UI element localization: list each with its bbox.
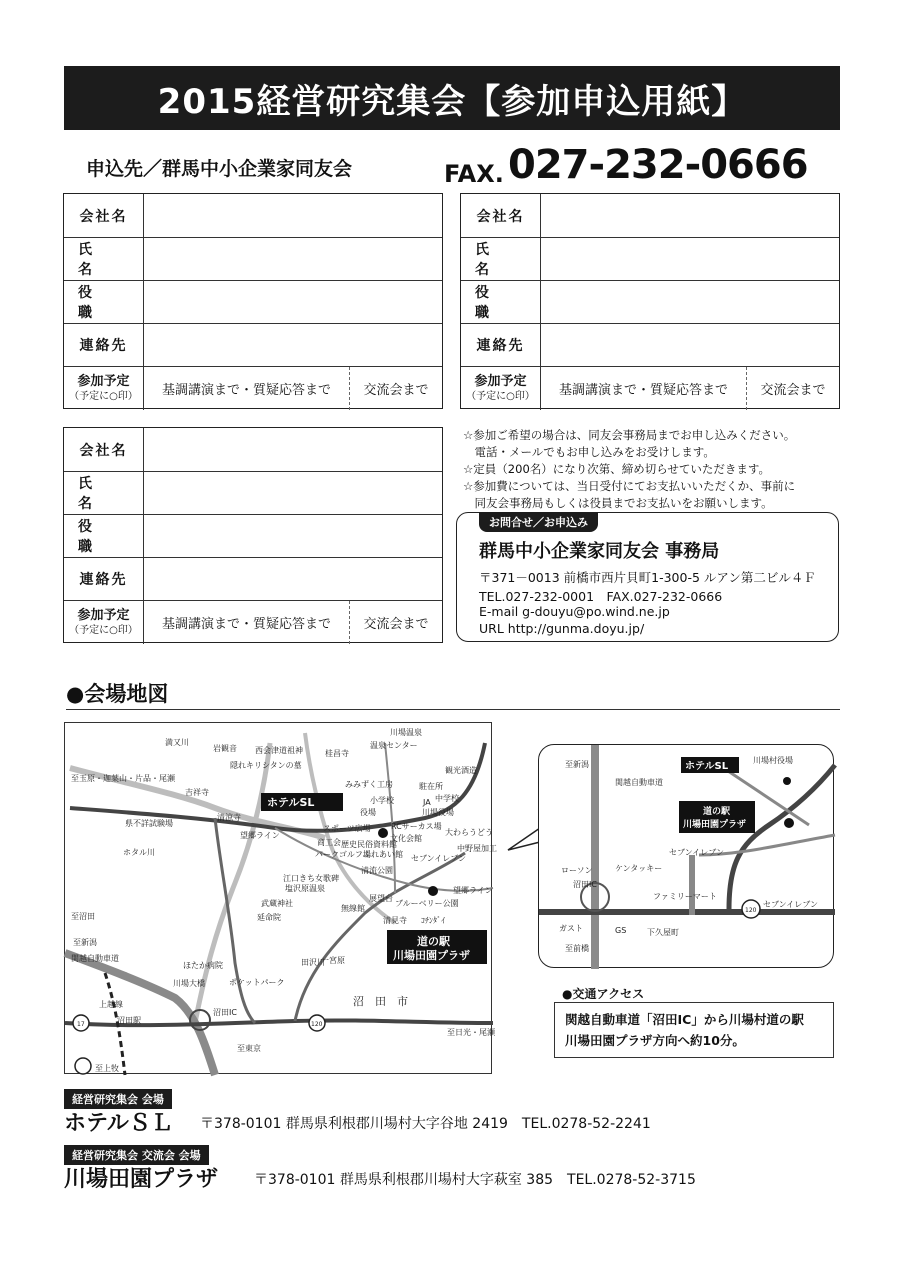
label-numata-kyo: 沼田駅 <box>117 1016 141 1025</box>
name-row <box>64 472 442 515</box>
note-line: ☆定員（200名）になり次第、締め切らせていただきます。 <box>463 462 770 476</box>
venue-1-badge: 経営研究集会 会場 <box>64 1089 172 1109</box>
name-field[interactable] <box>144 238 442 280</box>
label-blue: ブルーベリー公園 <box>395 899 459 908</box>
access-line-2: 川場田園プラザ方向へ約10分。 <box>565 1033 745 1048</box>
label-tenbo: 展望台 <box>369 894 393 903</box>
plan-label-text: 参加予定 <box>77 373 130 389</box>
label-kakure: 隠れキリシタンの墓 <box>230 761 302 770</box>
label-seven: セブンイレブン <box>411 854 466 863</box>
access-box <box>554 1002 834 1058</box>
plan-option-social[interactable]: 交流会まで <box>746 367 839 410</box>
plan-row <box>461 367 839 410</box>
contact-org: 群馬中小企業家同友会 事務局 <box>479 541 720 562</box>
contact-row <box>64 558 442 601</box>
label-shiozawa: 塩沢原温泉 <box>285 884 325 893</box>
label-to-nikko: 至日光・尾瀬 <box>447 1028 495 1037</box>
company-field[interactable] <box>144 194 442 237</box>
contact-row <box>461 324 839 367</box>
label-minkamu: 歴史民俗資料館 <box>341 840 397 849</box>
inset-label-hotel: ホテルSL <box>685 761 729 772</box>
label-route-east: 至玉原・迦葉山・片品・尾瀬 <box>71 774 175 783</box>
inset-label-route-120: 120 <box>745 907 757 914</box>
label-chuzaisho: 駐在所 <box>419 782 443 791</box>
application-form-3 <box>63 427 443 643</box>
access-title: ●交通アクセス <box>562 987 645 1001</box>
venue-map <box>64 722 497 1074</box>
label-to-kamimoku: 至上牧 <box>95 1064 119 1073</box>
label-kawaba-onsen: 川場温泉 <box>390 728 422 737</box>
inset-label-family: ファミリーマート <box>653 892 717 901</box>
label-enmei: 延命院 <box>257 913 281 922</box>
company-label: 会社名 <box>64 194 144 237</box>
name-label: 氏 名 <box>64 472 144 514</box>
label-to-numata: 至沼田 <box>71 912 95 921</box>
inset-label-to-maebashi: 至前橋 <box>565 944 589 953</box>
venue-1-address: 〒378-0101 群馬県利根郡川場村大字谷地 2419 TEL.0278-52-2241 <box>200 1116 651 1132</box>
label-kannetsu: 関越自動車道 <box>71 954 119 963</box>
label-kawaba-denen: 川場田園プラザ <box>393 949 470 962</box>
bubble-tail <box>506 820 542 864</box>
inset-label-kannetsu: 関越自動車道 <box>615 778 663 787</box>
venue-1-name: ホテルＳＬ <box>64 1111 173 1136</box>
application-form-2 <box>460 193 840 409</box>
road <box>539 909 835 915</box>
label-shogakko: 小学校 <box>370 796 394 805</box>
plan-option-keynote[interactable]: 基調講演まで・質疑応答まで <box>558 383 728 398</box>
label-seiryu-koen: 清流公園 <box>361 866 393 875</box>
fax-number: 027-232-0666 <box>508 142 808 188</box>
highway <box>591 745 599 969</box>
label-numata-ic: 沼田IC <box>213 1008 237 1017</box>
detail-map-svg <box>539 745 835 969</box>
plan-note: （予定に○印） <box>466 390 535 402</box>
label-hotaru: ホタル川 <box>123 848 155 857</box>
inset-label-lawson: ローソン <box>561 866 593 875</box>
position-field[interactable] <box>144 281 442 323</box>
position-row <box>461 281 839 324</box>
section-divider <box>66 709 840 710</box>
name-field[interactable] <box>541 238 839 280</box>
label-to-tokyo: 至東京 <box>237 1044 261 1053</box>
contact-label: 連絡先 <box>64 558 144 600</box>
plan-label-text: 参加予定 <box>77 607 130 623</box>
michi-no-eki-marker <box>428 886 438 896</box>
label-onsen-center: 温泉センター <box>370 741 418 750</box>
label-kawaba-yakuba: 川場役場 <box>422 808 454 817</box>
label-sports: スポーツ広場 <box>323 824 371 833</box>
inset-label-gusto: ガスト <box>559 924 583 933</box>
name-field[interactable] <box>144 472 442 514</box>
label-shokoukai: 商工会 <box>317 838 341 847</box>
plan-option-social[interactable]: 交流会まで <box>349 601 442 644</box>
label-michi-no-eki: 道の駅 <box>417 935 450 948</box>
label-route-120: 120 <box>311 1021 323 1028</box>
contact-label: 連絡先 <box>461 324 541 366</box>
fax-label: FAX. <box>444 160 504 188</box>
inset-label-shimokuya: 下久屋町 <box>647 928 679 937</box>
position-field[interactable] <box>144 515 442 557</box>
label-buke: 武蔵神社 <box>261 899 293 908</box>
contact-field[interactable] <box>541 324 839 366</box>
label-ichimiyahara: 一宮原 <box>321 956 345 965</box>
note-line: ☆参加ご希望の場合は、同友会事務局までお申し込みください。 <box>463 428 796 442</box>
label-numata-city: 沼 田 市 <box>353 995 408 1008</box>
label-kanpo: 観光酒造 <box>445 766 477 775</box>
contact-email[interactable]: E-mail g-douyu@po.wind.ne.jp <box>479 604 670 619</box>
note-line: 電話・メールでもお申し込みをお受けします。 <box>463 445 715 459</box>
label-seiryuji: 清涼寺 <box>217 813 241 822</box>
inset-label-denen: 川場田園プラザ <box>683 820 747 830</box>
label-kawaba-ohashi: 川場大橋 <box>173 979 205 988</box>
label-nishikanbe: 西会津道祖神 <box>255 746 303 755</box>
hotel-marker <box>378 828 388 838</box>
name-row <box>461 238 839 281</box>
road <box>689 855 695 915</box>
notes <box>463 427 843 512</box>
contact-tel-fax: TEL.027-232-0001 FAX.027-232-0666 <box>479 589 723 604</box>
name-row <box>64 238 442 281</box>
position-label: 役 職 <box>461 281 541 323</box>
label-bouyo2: 望郷ライン <box>453 886 493 895</box>
contact-badge: お問合せ／お申込み <box>479 512 598 532</box>
note-line: 同友会事務局もしくは役員までお支払いをお願いします。 <box>463 496 773 510</box>
plan-row <box>64 601 442 644</box>
note-line: ☆参加費については、当日受付にてお支払いいただくか、事前に <box>463 479 796 493</box>
michi-no-eki-marker <box>784 818 794 828</box>
label-iwakannon: 岩観音 <box>213 744 237 753</box>
label-park-golf: パークゴルフ場 <box>315 850 371 859</box>
plan-label <box>461 367 541 410</box>
company-label: 会社名 <box>64 428 144 471</box>
inset-label-seven-top: セブンイレブン <box>669 848 724 857</box>
name-label: 氏 名 <box>461 238 541 280</box>
label-mimizuku: みみずく工房 <box>345 780 393 789</box>
position-row <box>64 515 442 558</box>
venue-map-svg <box>65 723 497 1075</box>
company-row <box>64 428 442 472</box>
company-label: 会社名 <box>461 194 541 237</box>
plan-label-text: 参加予定 <box>474 373 527 389</box>
page-title: 2015経営研究集会【参加申込用紙】 <box>157 81 747 122</box>
label-edo: 江口きち女歌碑 <box>283 874 339 883</box>
label-tazawa: 田沢川 <box>301 958 325 967</box>
route-shield <box>75 1058 91 1074</box>
inset-label-michi-no-eki: 道の駅 <box>703 807 731 817</box>
company-field[interactable] <box>541 194 839 237</box>
label-nakanoya: 中野屋加工 <box>457 844 497 853</box>
venue-2-address: 〒378-0101 群馬県利根郡川場村大字萩室 385 TEL.0278-52-3715 <box>254 1172 696 1188</box>
position-field[interactable] <box>541 281 839 323</box>
position-row <box>64 281 442 324</box>
hotel-marker <box>783 777 791 785</box>
inset-label-gs: GS <box>615 926 627 935</box>
company-field[interactable] <box>144 428 442 471</box>
position-label: 役 職 <box>64 515 144 557</box>
company-row <box>461 194 839 238</box>
plan-note: （予定に○印） <box>69 624 138 636</box>
inset-label-kentucky: ケンタッキー <box>615 864 663 873</box>
label-bouyo: 望郷ライン <box>240 831 280 840</box>
inset-label-kawaba-yakuba: 川場村役場 <box>753 756 793 765</box>
plan-option-keynote[interactable]: 基調講演まで・質疑応答まで <box>161 617 331 632</box>
contact-address: 〒371－0013 前橋市西片貝町1-300-5 ルアン第二ビル４Ｆ <box>479 570 816 585</box>
plan-row <box>64 367 442 410</box>
map-section-title: ●会場地図 <box>66 682 169 706</box>
label-joetsu: 上越線 <box>99 1000 123 1009</box>
label-hotaka: ほたか病院 <box>183 961 223 970</box>
company-row <box>64 194 442 238</box>
venue-2-name: 川場田園プラザ <box>64 1167 219 1192</box>
page-title-banner <box>64 66 840 130</box>
position-label: 役 職 <box>64 281 144 323</box>
label-musen: 無線館 <box>341 904 365 913</box>
label-pocket: ポケットパーク <box>229 978 285 987</box>
label-kichijoji: 吉祥寺 <box>185 788 209 797</box>
inset-label-numata-ic: 沼田IC <box>573 880 597 889</box>
inset-label-to-shinkata: 至新潟 <box>565 760 589 769</box>
label-ochanodai: ｺﾁﾝﾀﾞｲ <box>421 916 445 925</box>
label-kyushuin: 満又川 <box>165 738 189 747</box>
contact-url[interactable]: URL http://gunma.doyu.jp/ <box>479 621 645 636</box>
plan-label <box>64 601 144 644</box>
inset-label-seven-bottom: セブンイレブン <box>763 900 818 909</box>
venue-2-badge: 経営研究集会 交流会 会場 <box>64 1145 209 1165</box>
contact-field[interactable] <box>144 324 442 366</box>
detail-map <box>538 744 834 968</box>
contact-field[interactable] <box>144 558 442 600</box>
label-kenritsu: 県不詳試験場 <box>125 819 173 828</box>
contact-row <box>64 324 442 367</box>
plan-option-social[interactable]: 交流会まで <box>349 367 442 410</box>
label-chugakko: 中学校 <box>435 794 459 803</box>
name-label: 氏 名 <box>64 238 144 280</box>
label-rc: RCサーカス場 <box>391 822 442 831</box>
label-ja: JA <box>423 798 431 807</box>
contact-box <box>456 512 839 642</box>
label-katsurashou: 桂昌寺 <box>325 749 349 758</box>
label-yakuba: 役場 <box>360 808 376 817</box>
plan-option-keynote[interactable]: 基調講演まで・質疑応答まで <box>161 383 331 398</box>
label-to-shinkata: 至新潟 <box>73 938 97 947</box>
access-line-1: 関越自動車道「沼田IC」から川場村道の駅 <box>565 1012 804 1027</box>
label-bunkakaikan: 文化会館 <box>390 834 422 843</box>
recipient-label: 申込先／群馬中小企業家同友会 <box>86 158 353 180</box>
plan-label <box>64 367 144 410</box>
application-form-1 <box>63 193 443 409</box>
label-route-17: 17 <box>77 1021 85 1028</box>
label-owarai: 大わらうどう <box>445 828 493 837</box>
label-fureai: ふれあい館 <box>363 850 403 859</box>
label-kiyomidera: 清見寺 <box>383 916 407 925</box>
contact-label: 連絡先 <box>64 324 144 366</box>
plan-note: （予定に○印） <box>69 390 138 402</box>
label-hotel: ホテルSL <box>267 796 315 809</box>
